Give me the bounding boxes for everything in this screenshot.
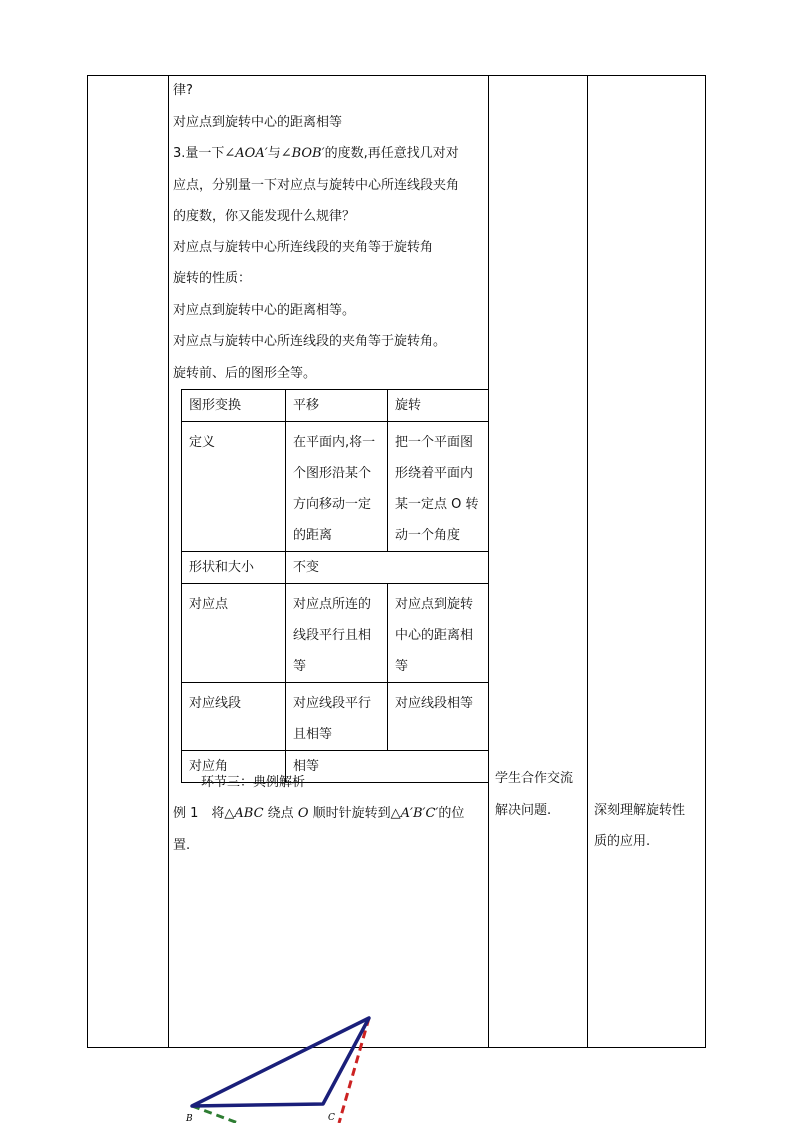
example-1: 例 1 将△ABC 绕点 O 顺时针旋转到△A′B′C′的位: [173, 806, 465, 821]
label-c: C: [328, 1113, 335, 1123]
table-cell: 对应线段相等: [388, 683, 489, 751]
student-activity: 学生合作交流: [495, 771, 574, 786]
table-cell: 相等: [286, 751, 489, 783]
table-cell: 定义: [182, 422, 286, 552]
rotated-edge-dashed: [339, 1018, 369, 1123]
text-line: 旋转前、后的图形全等。: [173, 366, 317, 381]
table-cell: 对应线段平行且相等: [286, 683, 388, 751]
angle-bob: ∠BOB′: [280, 146, 325, 161]
table-cell: 把一个平面图形绕着平面内某一定点 O 转动一个角度: [388, 422, 489, 552]
angle-aoa: ∠AOA′: [224, 146, 268, 161]
design-intent: 质的应用.: [594, 834, 651, 849]
triangle-abc: [192, 1018, 369, 1106]
table-cell: 对应角: [182, 751, 286, 783]
text-line: 置.: [173, 838, 191, 853]
text-line: 对应点到旋转中心的距离相等。: [173, 303, 356, 318]
text-line: 旋转的性质：: [173, 271, 252, 286]
table-header: 旋转: [388, 390, 489, 422]
table-cell: 不变: [286, 552, 489, 584]
rotated-edge-dashed: [192, 1106, 238, 1123]
section-title: 环节三：典例解析: [201, 775, 306, 790]
student-activity: 解决问题.: [495, 803, 552, 818]
text-line: 应点，分别量一下对应点与旋转中心所连线段夹角: [173, 178, 460, 193]
text-line: 对应点与旋转中心所连线段的夹角等于旋转角: [173, 240, 434, 255]
table-cell: 形状和大小: [182, 552, 286, 584]
table-cell: 对应线段: [182, 683, 286, 751]
table-header: 平移: [286, 390, 388, 422]
table-cell: 对应点到旋转中心的距离相等: [388, 584, 489, 683]
table-cell: 对应点所连的线段平行且相等: [286, 584, 388, 683]
question-3: 3.量一下∠AOA′与∠BOB′的度数,再任意找几对对: [173, 146, 459, 161]
table-cell: 对应点: [182, 584, 286, 683]
text-line: 的度数，你又能发现什么规律？: [173, 209, 356, 224]
text-line: 对应点与旋转中心所连线段的夹角等于旋转角。: [173, 334, 447, 349]
table-header: 图形变换: [182, 390, 286, 422]
table-cell: 在平面内,将一个图形沿某个方向移动一定的距离: [286, 422, 388, 552]
text-line: 对应点到旋转中心的距离相等: [173, 115, 343, 130]
design-intent: 深刻理解旋转性: [594, 803, 686, 818]
label-b: B: [186, 1114, 193, 1123]
text-line: 律?: [173, 83, 193, 98]
